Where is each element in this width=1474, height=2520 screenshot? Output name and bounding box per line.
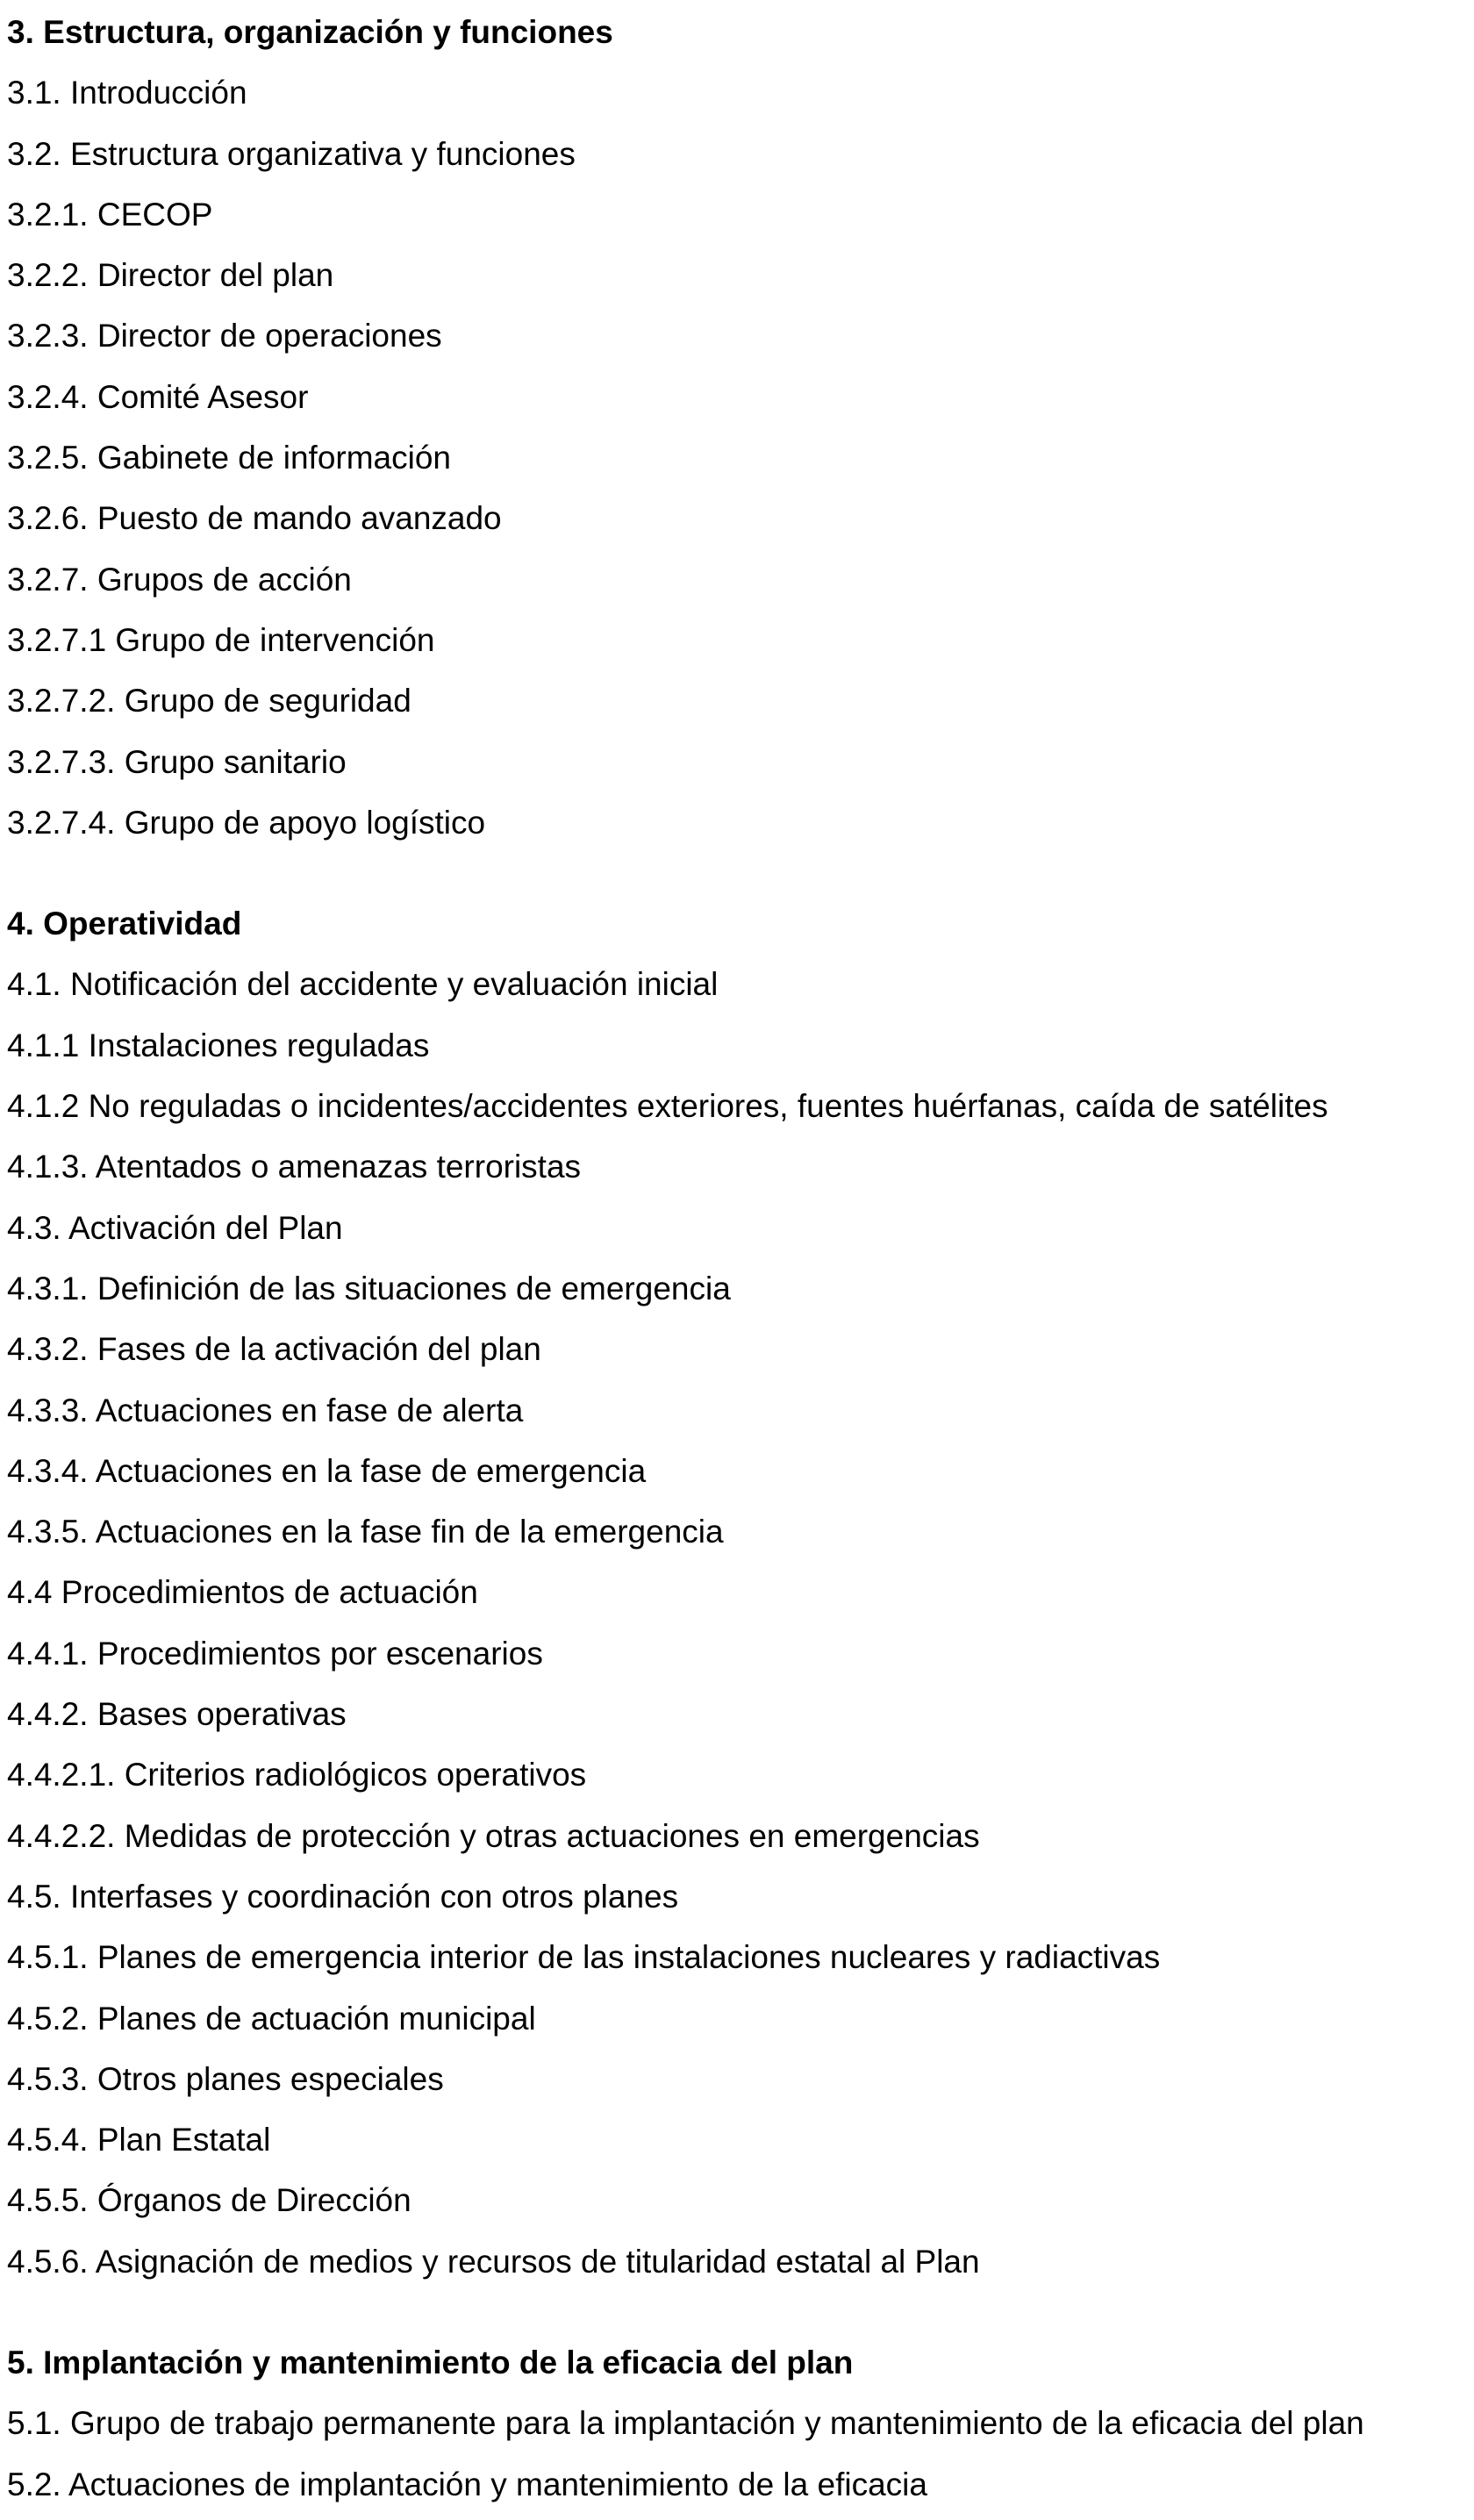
toc-item: 4.4.2. Bases operativas bbox=[7, 1696, 347, 1733]
toc-item: 3.2.2. Director del plan bbox=[7, 257, 334, 294]
toc-item: 3.2.7.4. Grupo de apoyo logístico bbox=[7, 804, 486, 841]
toc-item: 3.2.7. Grupos de acción bbox=[7, 561, 352, 598]
toc-item: 4.5.3. Otros planes especiales bbox=[7, 2060, 444, 2097]
toc-item: 4.4 Procedimientos de actuación bbox=[7, 1574, 478, 1611]
toc-item: 5.2. Actuaciones de implantación y mantenimiento de la eficacia bbox=[7, 2466, 927, 2502]
toc-item: 4.5.4. Plan Estatal bbox=[7, 2122, 271, 2158]
toc-item: 4.4.2.1. Criterios radiológicos operativos bbox=[7, 1757, 587, 1793]
toc-item: 3.2. Estructura organizativa y funciones bbox=[7, 135, 576, 172]
toc-section bbox=[7, 893, 1474, 2292]
document-page bbox=[7, 2, 1474, 2515]
toc-item: 4.1. Notificación del accidente y evaluación inicial bbox=[7, 966, 719, 1003]
toc-item: 4.1.1 Instalaciones reguladas bbox=[7, 1027, 430, 1063]
toc-item: 4.5. Interfases y coordinación con otros planes bbox=[7, 1878, 679, 1915]
toc-item: 4.5.2. Planes de actuación municipal bbox=[7, 2000, 536, 2037]
toc-item: 5.1. Grupo de trabajo permanente para la implantación y mantenimiento de la eficacia del plan bbox=[7, 2405, 1364, 2442]
toc-item: 4.5.5. Órganos de Dirección bbox=[7, 2182, 411, 2219]
toc-item: 4.4.1. Procedimientos por escenarios bbox=[7, 1635, 543, 1672]
toc-item: 3.2.4. Comité Asesor bbox=[7, 378, 309, 415]
toc-item: 3.1. Introducción bbox=[7, 75, 247, 111]
toc-item: 4.5.1. Planes de emergencia interior de las instalaciones nucleares y radiactivas bbox=[7, 1939, 1161, 1976]
toc-item: 3.2.1. CECOP bbox=[7, 196, 213, 233]
toc-item: 3.2.3. Director de operaciones bbox=[7, 318, 442, 354]
toc-item: 3.2.6. Puesto de mando avanzado bbox=[7, 500, 502, 537]
toc-item: 4.3.3. Actuaciones en fase de alerta bbox=[7, 1392, 524, 1428]
toc-item: 3.2.7.3. Grupo sanitario bbox=[7, 743, 347, 780]
toc-item: 4.3.2. Fases de la activación del plan bbox=[7, 1331, 541, 1368]
toc-item: 4.1.2 No reguladas o incidentes/accidentes exteriores, fuentes huérfanas, caída de satélites bbox=[7, 1088, 1328, 1125]
toc-item: 3.2.5. Gabinete de información bbox=[7, 440, 451, 476]
toc-item: 4.3. Activación del Plan bbox=[7, 1209, 343, 1246]
toc-item: 4.5.6. Asignación de medios y recursos de titularidad estatal al Plan bbox=[7, 2243, 980, 2280]
toc-item: 3.2.7.1 Grupo de intervención bbox=[7, 621, 435, 658]
toc-item: 4.3.5. Actuaciones en la fase fin de la emergencia bbox=[7, 1514, 724, 1550]
toc-item: 4.3.4. Actuaciones en la fase de emergencia bbox=[7, 1452, 647, 1489]
toc-section-heading: 4. Operatividad bbox=[7, 906, 242, 942]
toc-section-heading: 5. Implantación y mantenimiento de la eficacia del plan bbox=[7, 2344, 854, 2380]
toc-section-heading: 3. Estructura, organización y funciones bbox=[7, 14, 613, 50]
toc-item: 3.2.7.2. Grupo de seguridad bbox=[7, 683, 411, 719]
toc-section bbox=[7, 2332, 1474, 2515]
toc-item: 4.3.1. Definición de las situaciones de emergencia bbox=[7, 1270, 731, 1307]
toc-section bbox=[7, 2, 1474, 853]
toc-item: 4.4.2.2. Medidas de protección y otras actuaciones en emergencias bbox=[7, 1817, 980, 1854]
toc-item: 4.1.3. Atentados o amenazas terroristas bbox=[7, 1149, 582, 1185]
